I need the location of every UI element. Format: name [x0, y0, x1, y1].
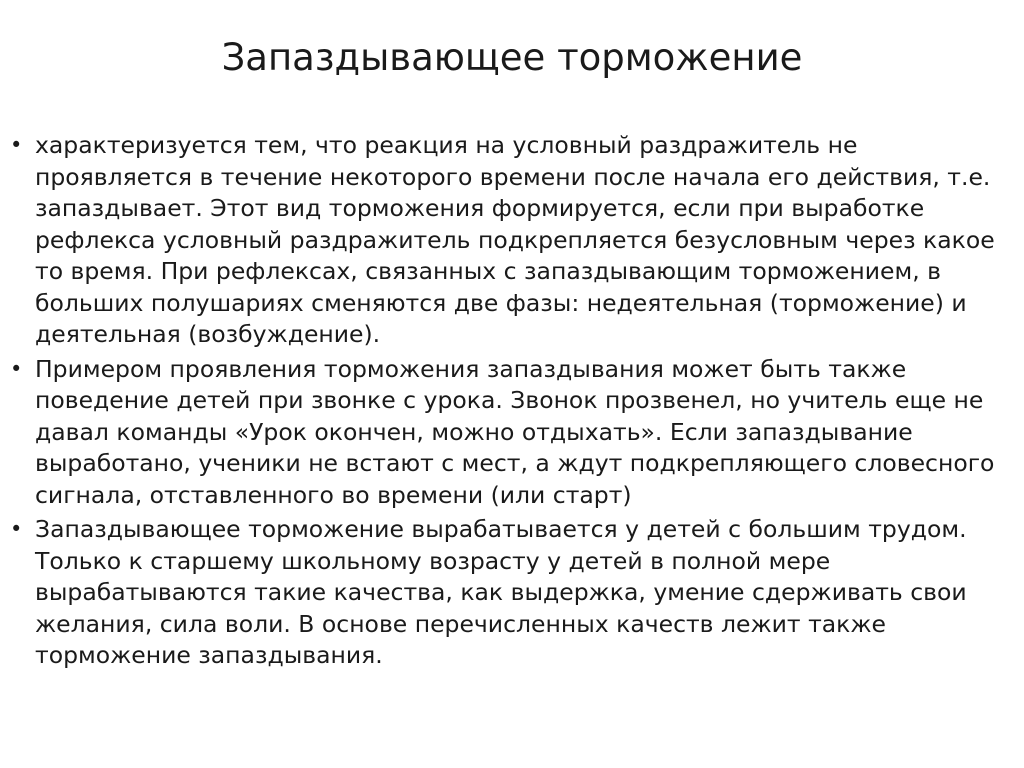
bullet-item	[10, 130, 1014, 351]
bullet-item	[10, 354, 1014, 512]
bullet-list	[10, 130, 1014, 675]
bullet-text: Запаздывающее торможение вырабатывается у детей с большим трудом. Только к старшему школьному возрасту у детей в полной мере вырабатываются такие качества, как выдержка, умение сдерживать свои желания, сила воли. В основе перечисленных качеств лежит также торможение запаздывания.	[35, 515, 967, 669]
bullet-icon: •	[10, 133, 23, 157]
bullet-item	[10, 514, 1014, 672]
slide-title: Запаздывающее торможение	[221, 36, 803, 79]
bullet-icon: •	[10, 517, 23, 541]
bullet-icon: •	[10, 356, 23, 381]
bullet-text: характеризуется тем, что реакция на условный раздражитель не проявляется в течение некоторого времени после начала его действия, т.е. запаздывает. Этот вид торможения формируется, если при выработке рефлекса условный раздражитель подкрепляется безусловным через какое то время. При рефлексах, связанных с запаздывающим торможением, в больших полушариях сменяются две фазы: недеятельная (торможение) и деятельная (возбуждение).	[35, 131, 995, 348]
bullet-text: Примером проявления торможения запаздывания может быть также поведение детей при звонке с урока. Звонок прозвенел, но учитель еще не давал команды «Урок окончен, можно отдыхать». Если запаздывание выработано, ученики не встают с мест, а ждут подкрепляющего словесного сигнала, отставленного во времени (или старт)	[35, 354, 995, 509]
